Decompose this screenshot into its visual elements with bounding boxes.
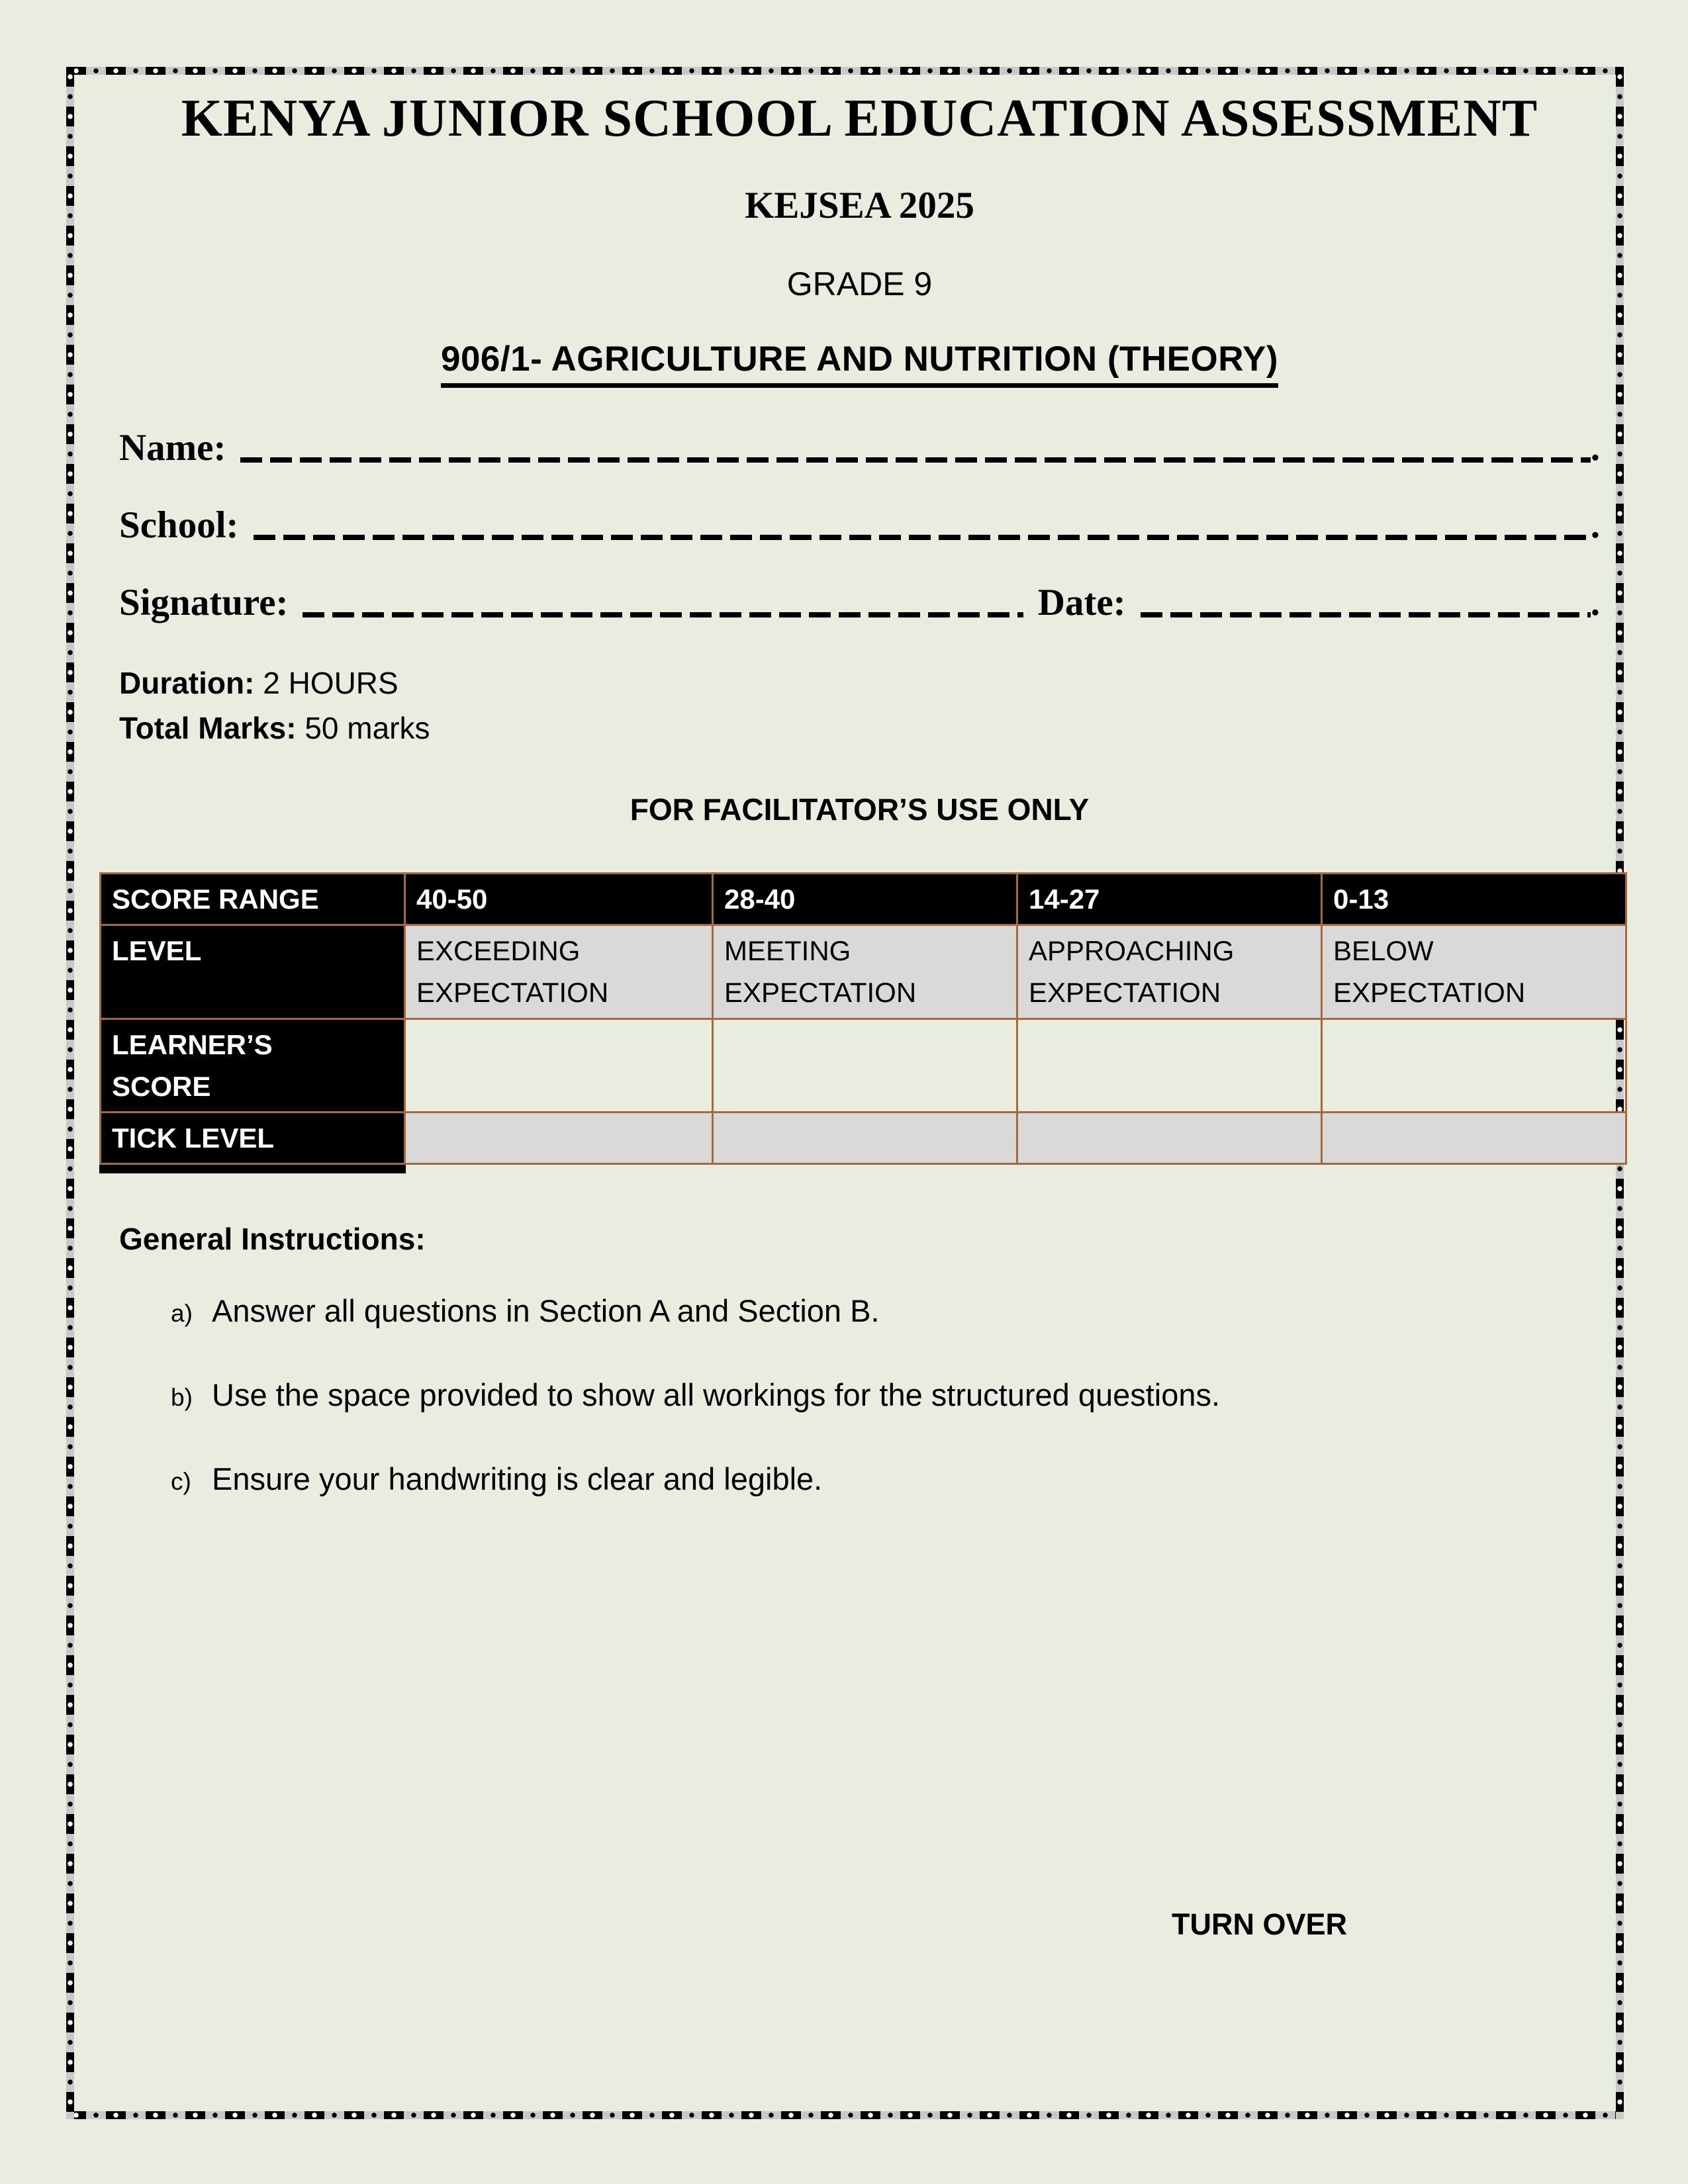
- date-line-terminator: .: [1590, 581, 1600, 623]
- signature-date-field-row: [119, 581, 1600, 623]
- instruction-item: [119, 1377, 1600, 1413]
- signature-fill-line[interactable]: [303, 612, 1023, 617]
- paper-title: 906/1- AGRICULTURE AND NUTRITION (THEORY): [441, 341, 1278, 388]
- tick-level-cell[interactable]: [1322, 1113, 1626, 1164]
- tick-level-cell[interactable]: [1017, 1113, 1322, 1164]
- school-field-row: [119, 506, 1600, 544]
- turn-over-label: TURN OVER: [1171, 1907, 1347, 1941]
- table-footer-notch: [99, 1165, 406, 1173]
- general-instructions-list: [119, 1293, 1600, 1497]
- signature-label: Signature:: [119, 581, 289, 623]
- date-fill-line[interactable]: [1141, 612, 1591, 617]
- score-range-row: [101, 874, 1626, 925]
- session-title: KEJSEA 2025: [745, 185, 974, 226]
- tick-level-row: [101, 1113, 1626, 1164]
- level-row: [101, 925, 1626, 1019]
- learner-score-label-cell: LEARNER’S SCORE: [101, 1019, 405, 1113]
- facilitator-use-heading: FOR FACILITATOR’S USE ONLY: [630, 792, 1090, 827]
- exam-meta-block: [119, 661, 1600, 751]
- score-range-cell: 0-13: [1322, 874, 1626, 925]
- name-line-terminator: .: [1590, 426, 1600, 469]
- school-line-terminator: .: [1590, 504, 1600, 546]
- learner-score-cell[interactable]: [713, 1019, 1017, 1113]
- total-marks-label: Total Marks:: [119, 710, 297, 745]
- page-border-bottom: [66, 2111, 1624, 2119]
- instruction-item: [119, 1461, 1600, 1497]
- level-label-cell: LEVEL: [101, 925, 405, 1019]
- total-marks-value: 50 marks: [305, 710, 430, 745]
- name-fill-line[interactable]: [240, 457, 1590, 463]
- level-cell: BELOW EXPECTATION: [1322, 925, 1626, 1019]
- facilitator-score-table: [99, 872, 1627, 1165]
- grade-title: GRADE 9: [786, 265, 933, 302]
- tick-level-cell[interactable]: [405, 1113, 713, 1164]
- learner-score-cell[interactable]: [1322, 1019, 1626, 1113]
- score-range-label-cell: SCORE RANGE: [101, 874, 405, 925]
- page-content: [66, 67, 1624, 1545]
- learner-score-row: [101, 1019, 1626, 1113]
- score-range-cell: 28-40: [713, 874, 1017, 925]
- instruction-marker: a): [171, 1300, 193, 1328]
- learner-score-cell[interactable]: [405, 1019, 713, 1113]
- score-range-cell: 14-27: [1017, 874, 1322, 925]
- duration-row: [119, 661, 1600, 706]
- name-label: Name:: [119, 426, 226, 469]
- instruction-text: Answer all questions in Section A and Section B.: [212, 1293, 880, 1329]
- tick-level-label-cell: TICK LEVEL: [101, 1113, 405, 1164]
- instruction-marker: b): [171, 1384, 193, 1412]
- tick-level-cell[interactable]: [713, 1113, 1017, 1164]
- instruction-text: Use the space provided to show all workings for the structured questions.: [212, 1377, 1221, 1413]
- learner-score-cell[interactable]: [1017, 1019, 1322, 1113]
- instruction-text: Ensure your handwriting is clear and legible.: [212, 1461, 823, 1497]
- date-label: Date:: [1037, 581, 1126, 623]
- total-marks-row: [119, 706, 1600, 751]
- instruction-item: [119, 1293, 1600, 1329]
- page-title: KENYA JUNIOR SCHOOL EDUCATION ASSESSMENT: [181, 89, 1538, 148]
- level-cell: APPROACHING EXPECTATION: [1017, 925, 1322, 1019]
- score-range-cell: 40-50: [405, 874, 713, 925]
- school-fill-line[interactable]: [254, 535, 1591, 540]
- duration-label: Duration:: [119, 665, 255, 700]
- paper-title-row: [119, 341, 1600, 388]
- school-label: School:: [119, 504, 239, 546]
- level-cell: MEETING EXPECTATION: [713, 925, 1017, 1019]
- instruction-marker: c): [171, 1468, 191, 1496]
- name-field-row: [119, 426, 1600, 469]
- duration-value: 2 HOURS: [263, 665, 399, 700]
- level-cell: EXCEEDING EXPECTATION: [405, 925, 713, 1019]
- general-instructions-heading: General Instructions:: [119, 1222, 426, 1257]
